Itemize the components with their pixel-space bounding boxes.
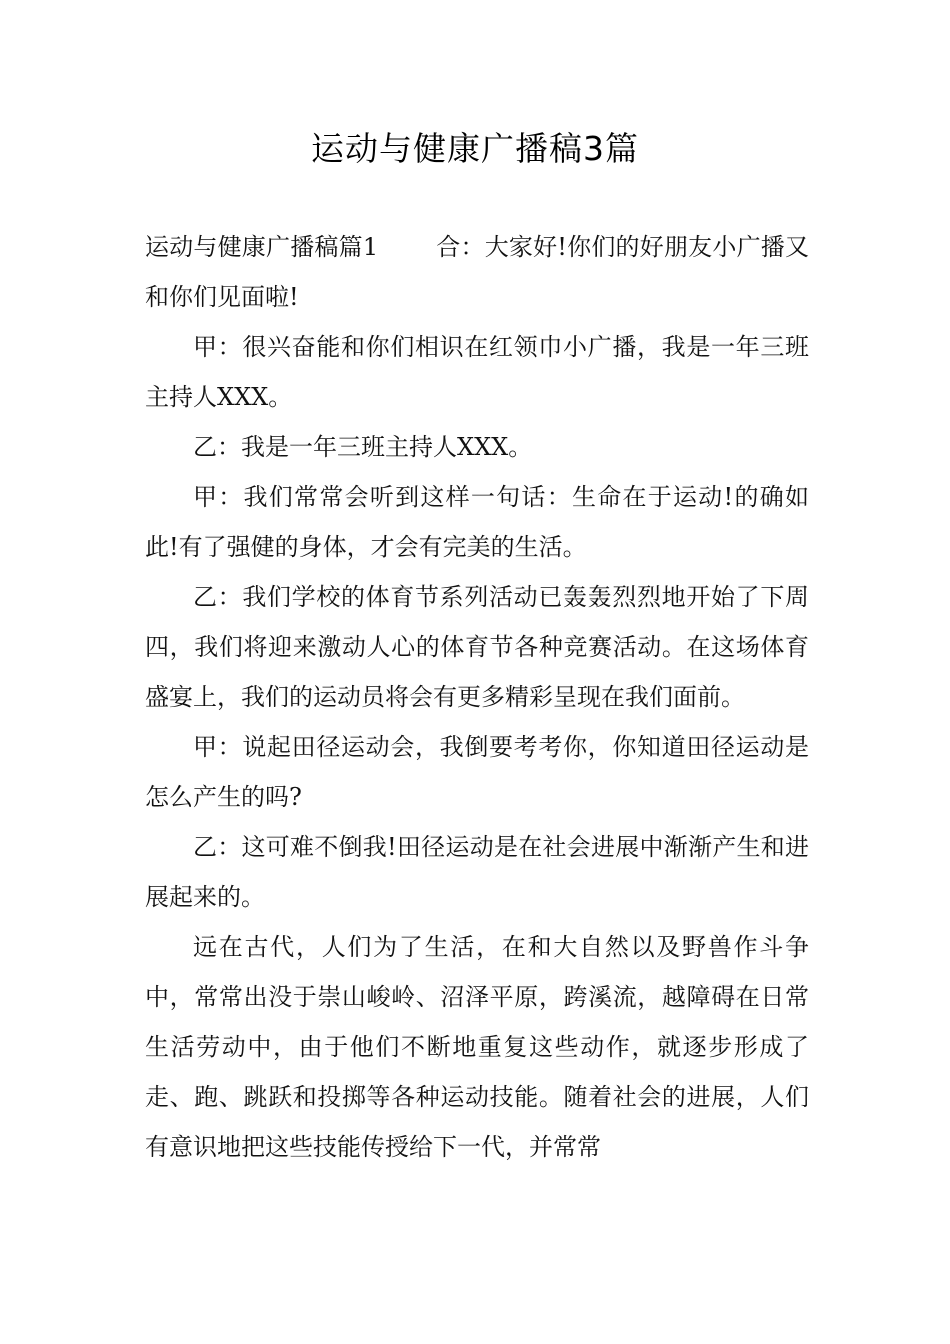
paragraph: 乙：我是一年三班主持人XXX。 [193,433,533,461]
intro-paragraph [145,222,809,322]
intro-text: 合：大家好!你们的好朋友小广播又和你们见面啦! [145,233,809,311]
paragraph: 乙：这可难不倒我!田径运动是在社会进展中渐渐产生和进展起来的。 [145,833,809,911]
paragraph: 甲：很兴奋能和你们相识在红领巾小广播，我是一年三班主持人XXX。 [145,333,809,411]
document-title: 运动与健康广播稿3篇 [311,129,639,168]
paragraph: 远在古代，人们为了生活，在和大自然以及野兽作斗争中，常常出没于崇山峻岭、沼泽平原，跨溪流，越障碍在日常生活劳动中，由于他们不断地重复这些动作，就逐步形成了走、跑、跳跃和投掷等各种运动技能。随着社会的进展，人们有意识地把这些技能传授给下一代，并常常 [145,933,809,1161]
section-heading: 运动与健康广播稿篇1 [145,233,379,261]
paragraph: 乙：我们学校的体育节系列活动已轰轰烈烈地开始了下周四，我们将迎来激动人心的体育节各种竞赛活动。在这场体育盛宴上，我们的运动员将会有更多精彩呈现在我们面前。 [145,583,809,711]
document-body [145,222,809,1172]
paragraph: 甲：说起田径运动会，我倒要考考你，你知道田径运动是怎么产生的吗? [145,733,809,811]
paragraph: 甲：我们常常会听到这样一句话：生命在于运动!的确如此!有了强健的身体，才会有完美的生活。 [145,483,809,561]
